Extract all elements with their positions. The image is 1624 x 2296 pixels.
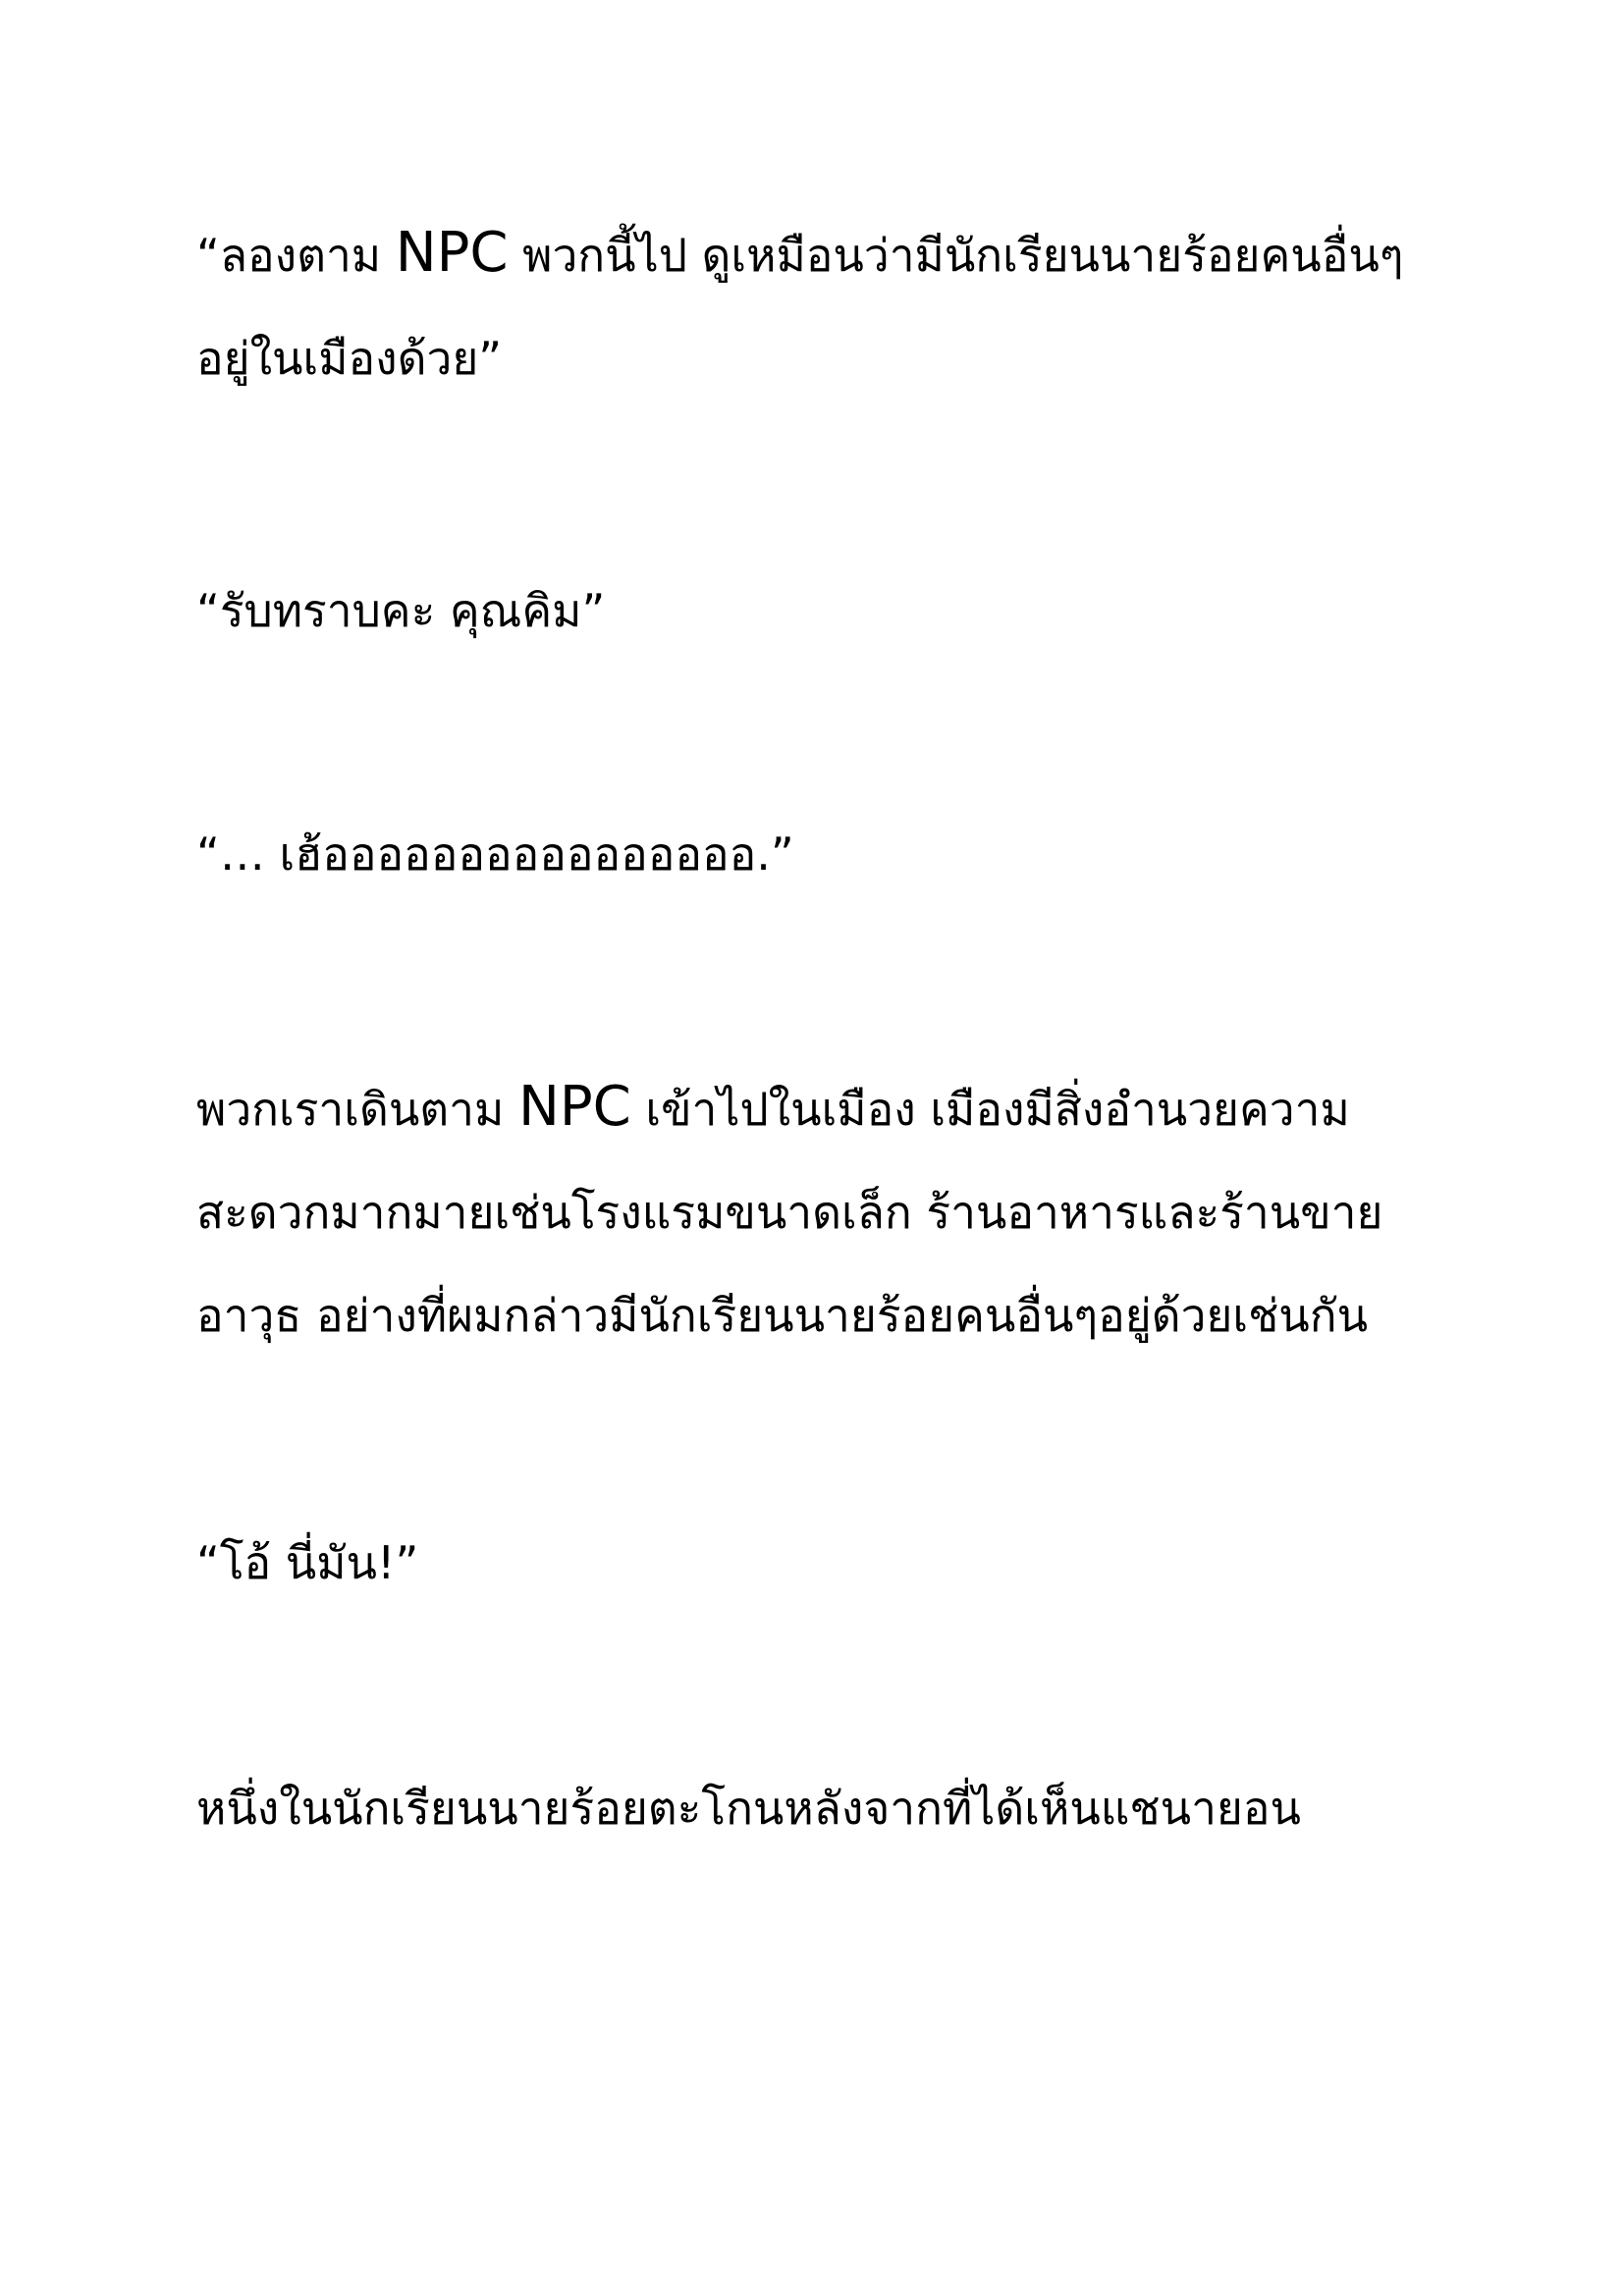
text-line: อยู่ในเมืองด้วย” <box>196 332 503 385</box>
text-line: สะดวกมากมายเช่นโรงแรมขนาดเล็ก ร้านอาหารและร้านขาย <box>196 1186 1383 1239</box>
paragraph-narration-shout <box>196 1757 1473 1860</box>
paragraph-narration-town <box>196 1055 1473 1367</box>
text-line: พวกเราเดินตาม NPC เข้าไปในเมือง เมืองมีสิ่งอำนวยความ <box>196 1075 1350 1139</box>
paragraph-dialogue-sigh <box>196 803 1473 906</box>
text-line: “โอ้ นี่มัน!” <box>196 1536 419 1589</box>
paragraph-dialogue-follow-npc <box>196 201 1473 410</box>
paragraph-dialogue-exclaim <box>196 1512 1473 1615</box>
text-line: “รับทราบคะ คุณคิม” <box>196 584 606 637</box>
text-line: หนึ่งในนักเรียนนายร้อยตะโกนหลังจากที่ได้เห็นแชนายอน <box>196 1782 1301 1835</box>
text-line: “ลองตาม NPC พวกนี้ไป ดูเหมือนว่ามีนักเรียนนายร้อยคนอื่นๆ <box>196 221 1404 285</box>
text-line: “… เฮ้ออออออออออออออออ.” <box>196 828 794 881</box>
paragraph-dialogue-acknowledge <box>196 560 1473 663</box>
text-line: อาวุธ อย่างที่ผมกล่าวมีนักเรียนนายร้อยคนอื่นๆอยู่ด้วยเช่นกัน <box>196 1289 1369 1342</box>
